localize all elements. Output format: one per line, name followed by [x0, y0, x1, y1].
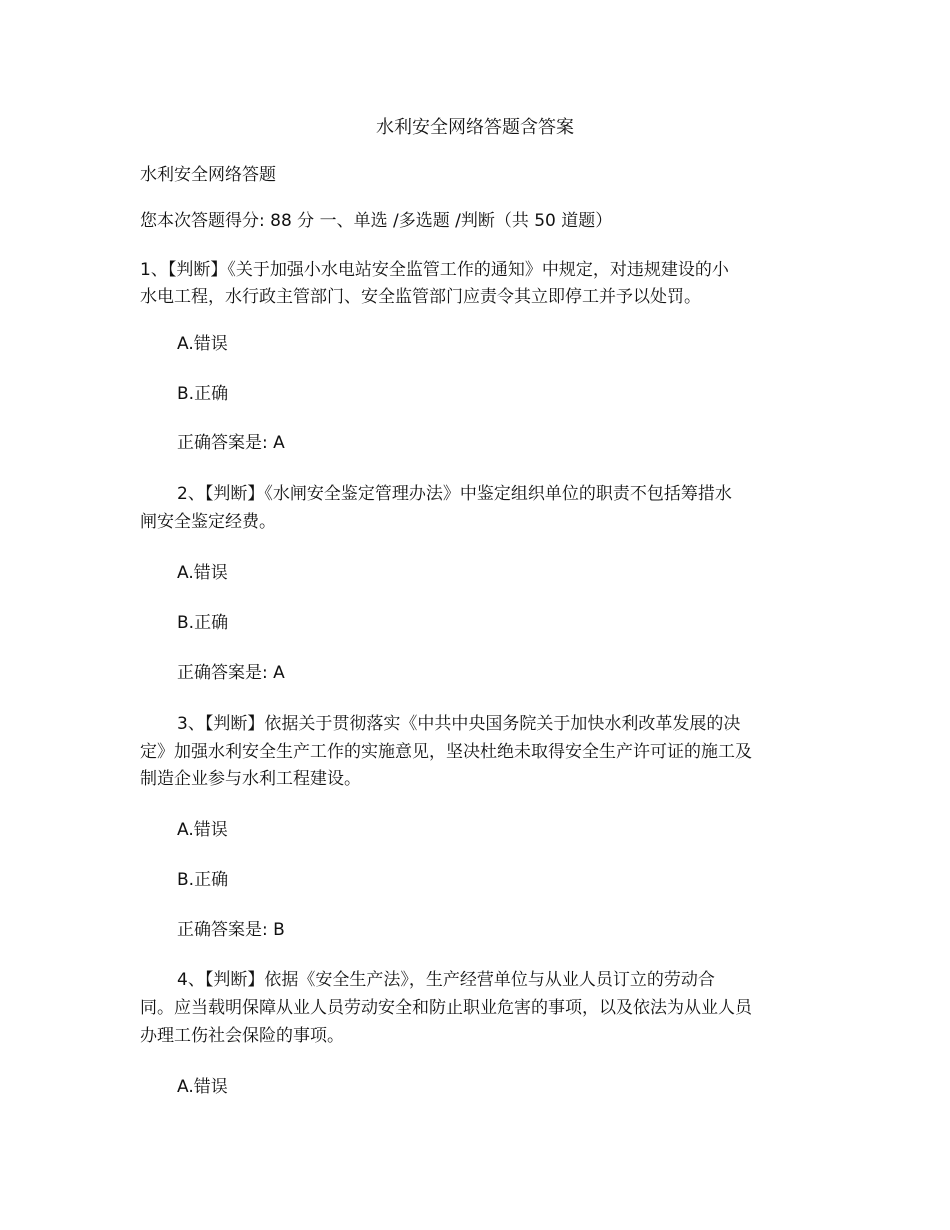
question-3-option-a: A.错误	[177, 820, 228, 840]
question-1-line-2: 水电工程，水行政主管部门、安全监管部门应责令其立即停工并予以处罚。	[140, 287, 701, 307]
question-2-option-b: B.正确	[177, 613, 229, 633]
score-line: 您本次答题得分: 88 分 一、单选 /多选题 /判断（共 50 道题）	[140, 211, 613, 231]
page-title: 水利安全网络答题含答案	[376, 117, 574, 138]
question-1-line-1: 1、【判断】《关于加强小水电站安全监管工作的通知》中规定，对违规建设的小	[140, 260, 729, 280]
question-4-line-1: 4、【判断】依据《安全生产法》，生产经营单位与从业人员订立的劳动合	[177, 970, 715, 990]
question-4-line-3: 办理工伤社会保险的事项。	[140, 1026, 344, 1046]
question-2-line-1: 2、【判断】《水闸安全鉴定管理办法》中鉴定组织单位的职责不包括筹措水	[177, 484, 732, 504]
question-3-line-2: 定》加强水利安全生产工作的实施意见，坚决杜绝未取得安全生产许可证的施工及	[140, 742, 752, 762]
question-3-answer: 正确答案是: B	[177, 920, 285, 940]
question-3-line-1: 3、【判断】依据关于贯彻落实《中共中央国务院关于加快水利改革发展的决	[177, 714, 741, 734]
question-3-option-b: B.正确	[177, 870, 229, 890]
question-1-option-a: A.错误	[177, 334, 228, 354]
question-2-option-a: A.错误	[177, 563, 228, 583]
question-2-line-2: 闸安全鉴定经费。	[140, 512, 276, 532]
question-3-line-3: 制造企业参与水利工程建设。	[140, 769, 361, 789]
question-4-option-a: A.错误	[177, 1077, 228, 1097]
question-1-answer: 正确答案是: A	[177, 433, 285, 453]
question-1-option-b: B.正确	[177, 384, 229, 404]
question-4-line-2: 同。应当载明保障从业人员劳动安全和防止职业危害的事项，以及依法为从业人员	[140, 998, 752, 1018]
document-subtitle: 水利安全网络答题	[140, 165, 276, 185]
question-2-answer: 正确答案是: A	[177, 663, 285, 683]
